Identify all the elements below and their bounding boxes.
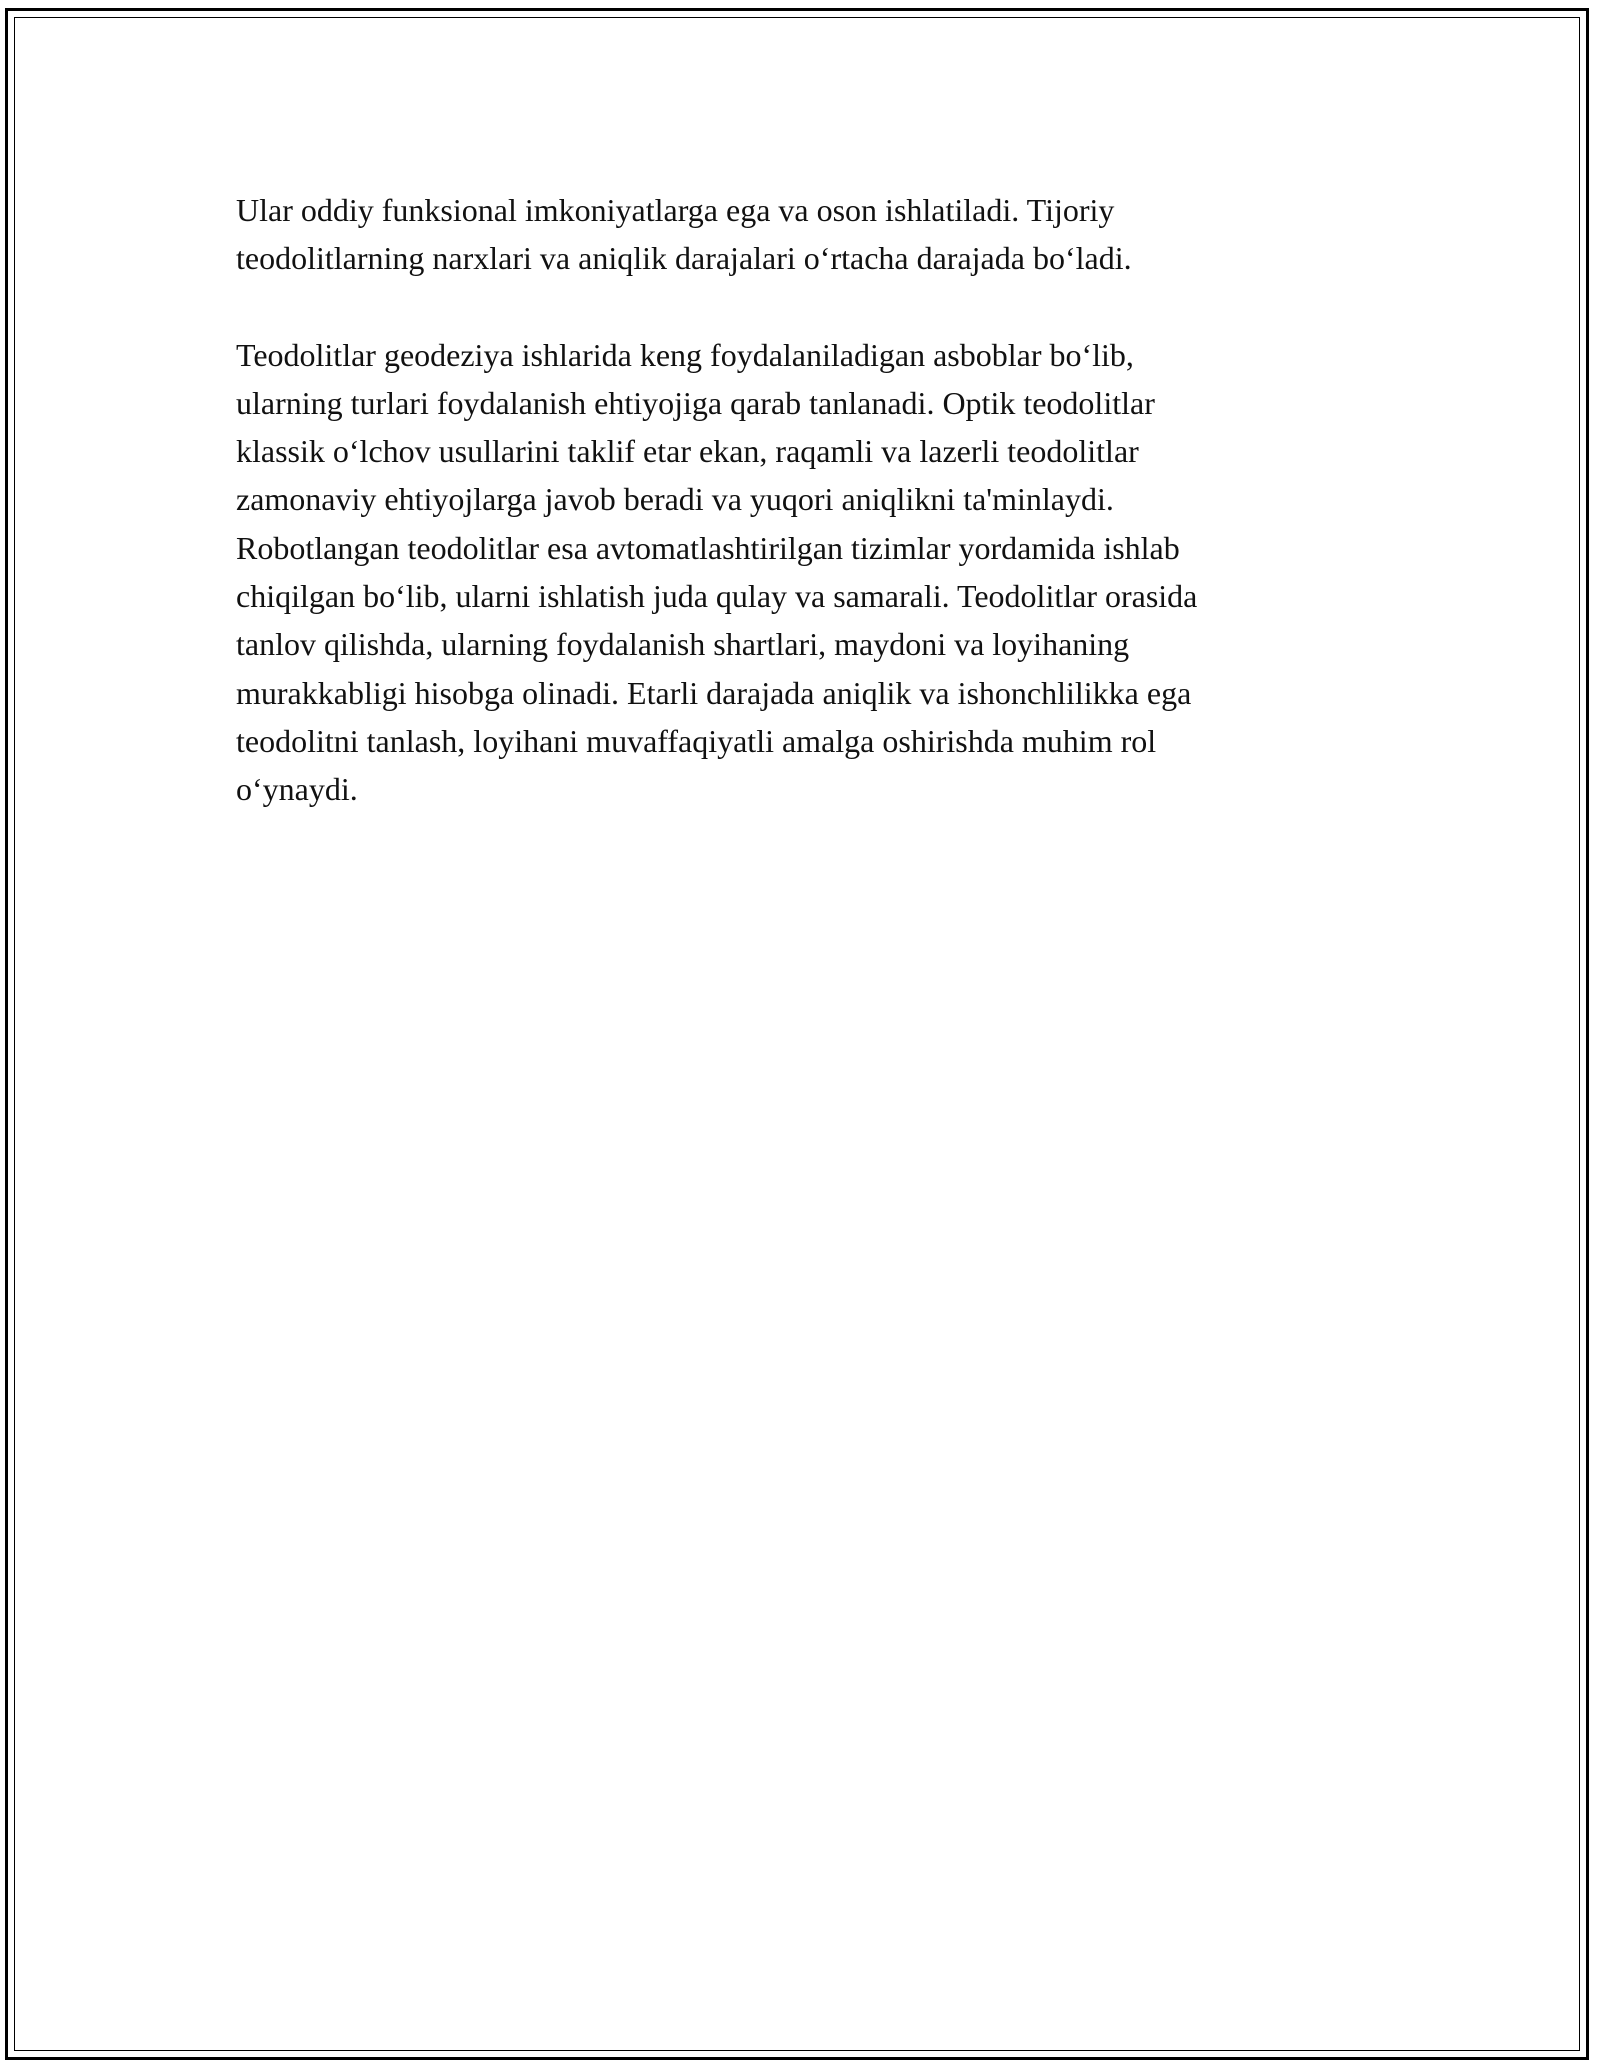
text-line: teodolitlarning narxlari va aniqlik darajalari o‘rtacha darajada bo‘ladi. bbox=[236, 240, 1132, 277]
text-line: klassik o‘lchov usullarini taklif etar ekan, raqamli va lazerli teodolitlar bbox=[236, 433, 1139, 470]
text-line: ularning turlari foydalanish ehtiyojiga qarab tanlanadi. Optik teodolitlar bbox=[236, 384, 1155, 421]
text-line: tanlov qilishda, ularning foydalanish shartlari, maydoni va loyihaning bbox=[236, 626, 1130, 663]
text-line: zamonaviy ehtiyojlarga javob beradi va yuqori aniqlikni ta'minlaydi. bbox=[236, 481, 1114, 518]
text-line: teodolitni tanlash, loyihani muvaffaqiyatli amalga oshirishda muhim rol bbox=[236, 722, 1157, 759]
paragraph-2 bbox=[236, 331, 1366, 814]
text-line: murakkabligi hisobga olinadi. Etarli darajada aniqlik va ishonchlilikka ega bbox=[236, 674, 1192, 711]
text-line: Robotlangan teodolitlar esa avtomatlashtirilgan tizimlar yordamida ishlab bbox=[236, 529, 1180, 566]
paragraph-1 bbox=[236, 186, 1366, 283]
document-body bbox=[236, 186, 1366, 814]
text-line: Teodolitlar geodeziya ishlarida keng foydalaniladigan asboblar bo‘lib, bbox=[236, 336, 1134, 373]
text-line: Ular oddiy funksional imkoniyatlarga ega va oson ishlatiladi. Tijoriy bbox=[236, 192, 1115, 228]
text-line: chiqilgan bo‘lib, ularni ishlatish juda qulay va samarali. Teodolitlar orasida bbox=[236, 578, 1198, 615]
text-line: o‘ynaydi. bbox=[236, 771, 358, 808]
